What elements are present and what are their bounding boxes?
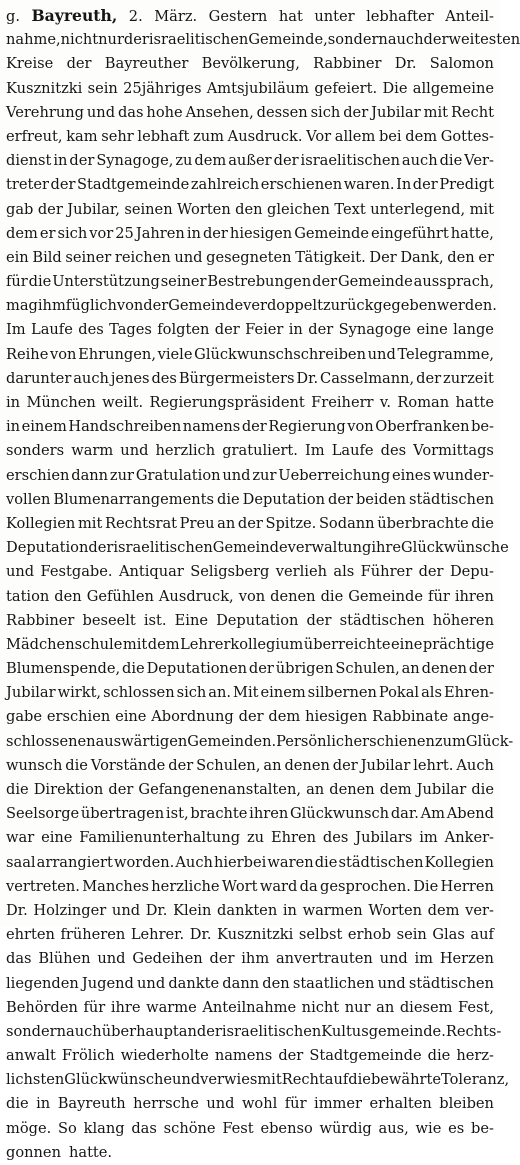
article-line: nahme, nicht nur der israelitischen Gemeinde, sondern auch der weitesten (6, 31, 520, 49)
article-line: Im Laufe des Tages folgten der Feier in der Synagoge eine lange (6, 321, 494, 339)
article-line: Verehrung und das hohe Ansehen, dessen sich der Jubilar mit Recht (6, 103, 494, 121)
article-line: wunsch die Vorstände der Schulen, an denen der Jubilar lehrt. Auch (6, 756, 494, 774)
article-line: gabe erschien eine Abordnung der dem hiesigen Rabbinate ange- (6, 708, 494, 726)
article-line: das Blühen und Gedeihen der ihm anvertrauten und im Herzen (6, 950, 494, 968)
article-line: Deputation der israelitischen Gemeindeverwaltung ihre Glückwünsche (6, 539, 509, 557)
article-line: sondern auch überhaupt an der israelitischen Kultusgemeinde. Rechts- (6, 1022, 502, 1040)
article-line: ehrten früheren Lehrer. Dr. Kusznitzki selbst erhob sein Glas auf (6, 926, 494, 944)
article-line: gab der Jubilar, seinen Worten den gleichen Text unterlegend, mit (6, 200, 494, 218)
article-line: vertreten. Manches herzliche Wort ward da gesprochen. Die Herren (6, 877, 494, 895)
article-line: schlossenen auswärtigen Gemeinden. Persönlich erschienen zum Glück- (6, 732, 514, 750)
article-line: dienst in der Synagoge, zu dem außer der israelitischen auch die Ver- (6, 152, 494, 170)
article-line: anwalt Frölich wiederholte namens der Stadtgemeinde die herz- (6, 1047, 494, 1065)
article-line: und Festgabe. Antiquar Seligsberg verlieh als Führer der Depu- (6, 563, 494, 581)
article-line: g. Bayreuth, 2. März. Gestern hat unter lebhafter Anteil- (6, 6, 494, 25)
article-line: Kusznitzki sein 25jähriges Amtsjubiläum gefeiert. Die allgemeine (6, 79, 494, 97)
article-line: mag ihm füglich von der Gemeinde verdoppelt zurückgegeben werden. (6, 297, 497, 315)
article-line: erschien dann zur Gratulation und zur Ueberreichung eines wunder- (6, 466, 494, 484)
article-line: saal arrangiert worden. Auch hierbei waren die städtischen Kollegien (6, 853, 494, 871)
article-line: erfreut, kam sehr lebhaft zum Ausdruck. Vor allem bei dem Gottes- (6, 127, 494, 145)
article-line: in einem Handschreiben namens der Regierung von Oberfranken be- (6, 418, 494, 436)
article-line: die in Bayreuth herrsche und wohl für immer erhalten bleiben (6, 1095, 494, 1113)
article-line: Kollegien mit Rechtsrat Preu an der Spitze. Sodann überbrachte die (6, 514, 494, 532)
article-line: liegenden Jugend und dankte dann den staatlichen und städtischen (6, 974, 494, 992)
article-line: in München weilt. Regierungspräsident Freiherr v. Roman hatte (6, 394, 494, 411)
article-line: Blumenspende, die Deputationen der übrigen Schulen, an denen der (6, 660, 494, 678)
article-line: Mädchenschule mit dem Lehrerkollegium überreichte eine prächtige (6, 635, 494, 653)
article-line: möge. So klang das schöne Fest ebenso würdig aus, wie es be- (6, 1119, 494, 1137)
article-line: Dr. Holzinger und Dr. Klein dankten in warmen Worten dem ver- (6, 901, 494, 919)
article-line: Kreise der Bayreuther Bevölkerung, Rabbiner Dr. Salomon (6, 55, 494, 73)
article-line: treter der Stadtgemeinde zahlreich erschienen waren. In der Predigt (6, 176, 494, 194)
article-line: war eine Familienunterhaltung zu Ehren des Jubilars im Anker- (6, 829, 494, 847)
article-line: Seelsorge übertragen ist, brachte ihren Glückwunsch dar. Am Abend (6, 805, 494, 823)
article-line: vollen Blumenarrangements die Deputation der beiden städtischen (6, 490, 494, 508)
article-line: für die Unterstützung seiner Bestrebungen der Gemeinde aussprach, (6, 273, 494, 291)
article-line: die Direktion der Gefangenenanstalten, an denen dem Jubilar die (6, 781, 494, 798)
article-line: Rabbiner beseelt ist. Eine Deputation der städtischen höheren (6, 611, 494, 629)
article-line: darunter auch jenes des Bürgermeisters Dr. Casselmann, der zurzeit (6, 369, 494, 387)
article-text (6, 4, 520, 1165)
article-line: dem er sich vor 25 Jahren in der hiesigen Gemeinde eingeführt hatte, (6, 224, 494, 242)
article-line: gonnen hatte. (6, 1143, 113, 1161)
article-line: Behörden für ihre warme Anteilnahme nicht nur an diesem Fest, (6, 998, 494, 1016)
article-line: Reihe von Ehrungen, viele Glückwunschschreiben und Telegramme, (6, 345, 494, 363)
article-line: tation den Gefühlen Ausdruck, von denen die Gemeinde für ihren (6, 587, 494, 605)
article-line: sonders warm und herzlich gratuliert. Im Laufe des Vormittags (6, 442, 494, 460)
article-line: lichsten Glückwünsche und verwies mit Recht auf die bewährte Toleranz, (6, 1071, 510, 1089)
article-line: Jubilar wirkt, schlossen sich an. Mit einem silbernen Pokal als Ehren- (6, 684, 494, 702)
article-line: ein Bild seiner reichen und gesegneten Tätigkeit. Der Dank, den er (6, 248, 494, 266)
